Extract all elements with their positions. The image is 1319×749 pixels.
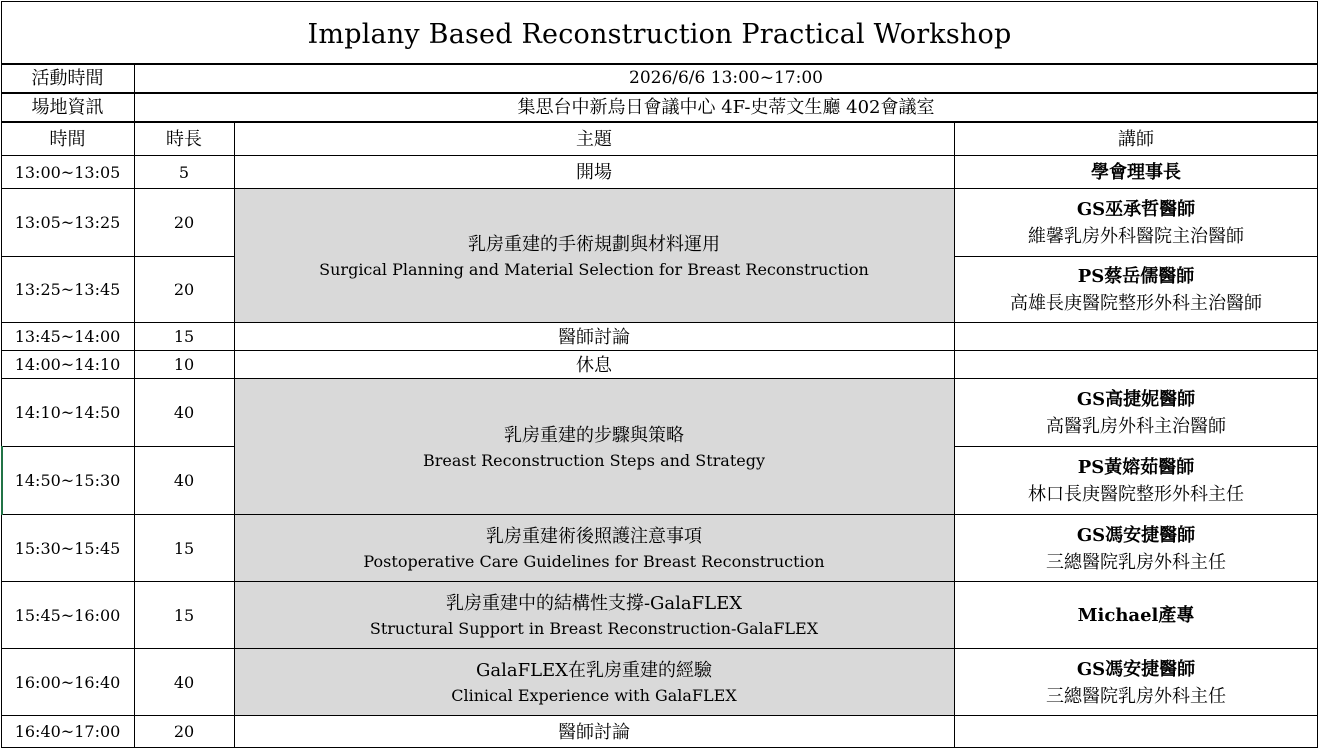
grid-line — [1, 92, 1318, 94]
speaker-name: PS黃嫆茹醫師 — [1077, 457, 1195, 478]
time-cell[interactable] — [1, 323, 134, 351]
time-cell[interactable] — [1, 351, 134, 379]
topic-en: Structural Support in Breast Reconstruction-GalaFLEX — [369, 619, 819, 638]
time-text: 15:45~16:00 — [14, 605, 121, 625]
speaker-cell[interactable] — [954, 582, 1318, 649]
topic-cell[interactable] — [234, 323, 954, 351]
header-duration[interactable] — [134, 122, 234, 156]
speaker-cell[interactable] — [954, 257, 1318, 323]
header-time-text: 時間 — [49, 128, 86, 150]
duration-cell[interactable] — [134, 156, 234, 189]
topic-cell[interactable] — [234, 716, 954, 748]
speaker-name: GS高捷妮醫師 — [1076, 389, 1196, 410]
topic-cell[interactable] — [234, 649, 954, 716]
grid-line — [1317, 1, 1318, 748]
time-cell[interactable] — [1, 189, 134, 257]
event-time-value-text: 2026/6/6 13:00~17:00 — [629, 67, 823, 88]
duration-cell[interactable] — [134, 649, 234, 716]
grid-line — [1, 446, 234, 447]
grid-line — [1, 350, 1318, 351]
time-cell[interactable] — [1, 447, 134, 515]
time-text: 16:00~16:40 — [14, 672, 121, 692]
time-text: 13:25~13:45 — [14, 280, 121, 299]
speaker-name: GS馮安捷醫師 — [1076, 524, 1196, 546]
topic-cell[interactable] — [234, 582, 954, 649]
speaker-cell[interactable] — [954, 379, 1318, 447]
grid-line — [954, 446, 1318, 447]
grid-line — [1, 155, 1318, 156]
workshop-title-text: Implany Based Reconstruction Practical Workshop — [307, 19, 1012, 51]
speaker-cell[interactable] — [954, 649, 1318, 716]
speaker-cell[interactable] — [954, 716, 1318, 748]
speaker-cell[interactable] — [954, 447, 1318, 515]
grid-line — [134, 63, 135, 748]
time-cell[interactable] — [1, 716, 134, 748]
speaker-affiliation: 林口長庚醫院整形外科主任 — [1028, 484, 1244, 505]
topic-cell[interactable] — [234, 189, 954, 323]
time-cell[interactable] — [1, 582, 134, 649]
venue-value-text: 集思台中新烏日會議中心 4F-史蒂文生廳 402會議室 — [517, 97, 935, 118]
time-text: 13:05~13:25 — [14, 213, 121, 232]
grid-line — [1, 63, 1318, 65]
speaker-name: GS馮安捷醫師 — [1076, 658, 1196, 680]
header-topic[interactable] — [234, 122, 954, 156]
topic-en: Clinical Experience with GalaFLEX — [451, 686, 737, 705]
duration-cell[interactable] — [134, 379, 234, 447]
grid-line — [1, 121, 1318, 123]
grid-line — [234, 121, 235, 748]
time-cell[interactable] — [1, 257, 134, 323]
time-text: 16:40~17:00 — [14, 722, 121, 741]
duration-cell[interactable] — [134, 257, 234, 323]
speaker-affiliation: 三總醫院乳房外科主任 — [1046, 685, 1226, 707]
topic-zh: GalaFLEX在乳房重建的經驗 — [476, 660, 712, 681]
duration-text: 20 — [173, 280, 195, 299]
grid-line — [1, 581, 1318, 582]
topic-en: Surgical Planning and Material Selection for Breast Reconstruction — [319, 259, 869, 279]
topic-zh: 醫師討論 — [558, 721, 630, 743]
grid-line — [1, 256, 234, 257]
speaker-name: Michael產專 — [1077, 605, 1195, 626]
duration-cell[interactable] — [134, 323, 234, 351]
time-text: 13:00~13:05 — [14, 162, 121, 182]
venue-value[interactable] — [134, 93, 1318, 122]
duration-cell[interactable] — [134, 447, 234, 515]
time-cell[interactable] — [1, 379, 134, 447]
speaker-cell[interactable] — [954, 351, 1318, 379]
duration-text: 40 — [173, 672, 195, 692]
grid-line — [1, 715, 1318, 716]
duration-text: 20 — [173, 722, 195, 741]
time-text: 14:00~14:10 — [14, 355, 121, 374]
duration-text: 5 — [178, 162, 190, 182]
topic-zh: 乳房重建術後照護注意事項 — [486, 526, 702, 547]
duration-text: 10 — [173, 355, 195, 374]
venue-label-text: 場地資訊 — [31, 97, 104, 118]
event-time-label-text: 活動時間 — [31, 68, 104, 89]
time-cell[interactable] — [1, 649, 134, 716]
header-topic-text: 主題 — [576, 128, 612, 150]
topic-cell[interactable] — [234, 351, 954, 379]
speaker-cell[interactable] — [954, 156, 1318, 189]
speaker-affiliation: 三總醫院乳房外科主任 — [1046, 551, 1226, 573]
time-cell[interactable] — [1, 515, 134, 582]
header-speaker[interactable] — [954, 122, 1318, 156]
grid-line — [1, 322, 1318, 323]
time-text: 15:30~15:45 — [14, 538, 121, 558]
topic-cell[interactable] — [234, 515, 954, 582]
grid-line — [1, 747, 1318, 748]
duration-cell[interactable] — [134, 515, 234, 582]
topic-zh: 乳房重建中的結構性支撐-GalaFLEX — [445, 593, 743, 614]
cell-selection-indicator — [1, 446, 3, 515]
topic-cell[interactable] — [234, 156, 954, 189]
grid-line — [1, 378, 1318, 379]
topic-zh: 休息 — [576, 354, 612, 376]
speaker-name: GS巫承哲醫師 — [1076, 199, 1196, 220]
topic-cell[interactable] — [234, 379, 954, 515]
grid-line — [1, 188, 1318, 189]
event-time-label[interactable] — [1, 64, 134, 93]
duration-text: 20 — [173, 213, 195, 232]
duration-text: 15 — [173, 327, 195, 346]
event-time-value[interactable] — [134, 64, 1318, 93]
header-duration-text: 時長 — [166, 128, 202, 150]
speaker-name: 學會理事長 — [1091, 162, 1181, 183]
topic-zh: 開場 — [576, 162, 612, 183]
speaker-name: PS蔡岳儒醫師 — [1077, 266, 1195, 287]
topic-zh: 醫師討論 — [558, 326, 630, 348]
grid-line — [954, 121, 955, 748]
speaker-cell[interactable] — [954, 323, 1318, 351]
time-text: 13:45~14:00 — [14, 327, 121, 346]
duration-text: 15 — [173, 538, 195, 558]
speaker-affiliation: 維馨乳房外科醫院主治醫師 — [1028, 226, 1244, 247]
topic-zh: 乳房重建的手術規劃與材料運用 — [468, 233, 720, 255]
speaker-cell[interactable] — [954, 515, 1318, 582]
speaker-affiliation: 高雄長庚醫院整形外科主治醫師 — [1010, 293, 1262, 314]
grid-line — [954, 256, 1318, 257]
speaker-cell[interactable] — [954, 189, 1318, 257]
duration-text: 40 — [173, 471, 195, 490]
header-speaker-text: 講師 — [1118, 128, 1154, 150]
topic-en: Postoperative Care Guidelines for Breast Reconstruction — [363, 552, 825, 571]
time-text: 14:10~14:50 — [14, 403, 121, 422]
header-time[interactable] — [1, 122, 134, 156]
grid-line — [1, 648, 1318, 649]
speaker-affiliation: 高醫乳房外科主治醫師 — [1046, 416, 1226, 437]
time-cell[interactable] — [1, 156, 134, 189]
duration-cell[interactable] — [134, 582, 234, 649]
grid-line — [1, 1, 2, 748]
topic-zh: 乳房重建的步驟與策略 — [504, 424, 684, 446]
duration-cell[interactable] — [134, 189, 234, 257]
duration-cell[interactable] — [134, 716, 234, 748]
grid-line — [1, 514, 1318, 515]
venue-label[interactable] — [1, 93, 134, 122]
schedule-sheet — [1, 1, 1318, 748]
workshop-title[interactable] — [1, 1, 1318, 64]
duration-text: 15 — [173, 605, 195, 625]
topic-en: Breast Reconstruction Steps and Strategy — [422, 450, 765, 470]
grid-line — [1, 1, 1318, 2]
time-text: 14:50~15:30 — [14, 471, 121, 490]
duration-cell[interactable] — [134, 351, 234, 379]
duration-text: 40 — [173, 403, 195, 422]
